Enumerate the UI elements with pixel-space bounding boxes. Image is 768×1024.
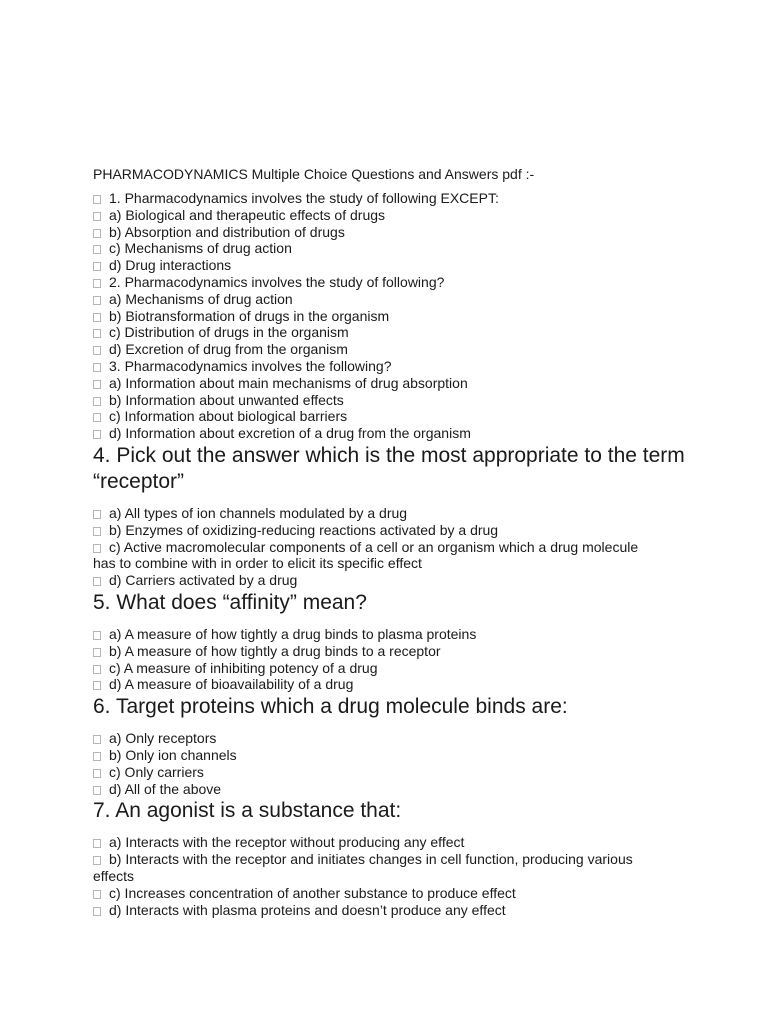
- list-item: b) Interacts with the receptor and initiates changes in cell function, producing various effects: [93, 851, 633, 884]
- list-item: a) Interacts with the receptor without producing any effect: [93, 834, 713, 851]
- checkbox-bullet-icon: [93, 346, 101, 355]
- checkbox-bullet-icon: [93, 631, 101, 640]
- question-4-options: [93, 505, 713, 589]
- question-6-heading: 6. Target proteins which a drug molecule binds are:: [93, 695, 568, 719]
- document-page: [93, 164, 713, 918]
- list-item: 1. Pharmacodynamics involves the study of following EXCEPT:: [93, 190, 713, 207]
- checkbox-bullet-icon: [93, 229, 101, 238]
- list-item: a) Information about main mechanisms of drug absorption: [93, 375, 713, 392]
- question-5-heading: 5. What does “affinity” mean?: [93, 590, 367, 614]
- list-item: c) Information about biological barriers: [93, 408, 713, 425]
- list-item: c) Distribution of drugs in the organism: [93, 324, 713, 341]
- list-item: a) Mechanisms of drug action: [93, 291, 713, 308]
- checkbox-bullet-icon: [93, 839, 101, 848]
- list-item: b) Information about unwanted effects: [93, 392, 713, 409]
- list-item: 2. Pharmacodynamics involves the study of following?: [93, 274, 713, 291]
- list-item: c) Mechanisms of drug action: [93, 240, 713, 257]
- question-7-options: [93, 834, 713, 918]
- checkbox-bullet-icon: [93, 907, 101, 916]
- list-item: d) A measure of bioavailability of a drug: [93, 676, 713, 693]
- checkbox-bullet-icon: [93, 413, 101, 422]
- list-item: d) Interacts with plasma proteins and doesn’t produce any effect: [93, 902, 713, 919]
- list-item: c) A measure of inhibiting potency of a drug: [93, 660, 713, 677]
- list-item: d) Excretion of drug from the organism: [93, 341, 713, 358]
- questions-1-3: [93, 190, 713, 442]
- checkbox-bullet-icon: [93, 665, 101, 674]
- list-item: d) Drug interactions: [93, 257, 713, 274]
- checkbox-bullet-icon: [93, 752, 101, 761]
- checkbox-bullet-icon: [93, 735, 101, 744]
- list-item: a) All types of ion channels modulated by a drug: [93, 505, 713, 522]
- checkbox-bullet-icon: [93, 329, 101, 338]
- checkbox-bullet-icon: [93, 397, 101, 406]
- list-item: d) Carriers activated by a drug: [93, 572, 713, 589]
- list-item: a) A measure of how tightly a drug binds to plasma proteins: [93, 626, 713, 643]
- question-4-heading: 4. Pick out the answer which is the most appropriate to the term “receptor”: [93, 443, 685, 493]
- list-item: b) Biotransformation of drugs in the organism: [93, 308, 713, 325]
- document-title: PHARMACODYNAMICS Multiple Choice Questions and Answers pdf :-: [93, 166, 535, 182]
- list-item: d) All of the above: [93, 781, 713, 798]
- list-item: a) Biological and therapeutic effects of drugs: [93, 207, 713, 224]
- list-item: d) Information about excretion of a drug from the organism: [93, 425, 713, 442]
- checkbox-bullet-icon: [93, 527, 101, 536]
- list-item: 3. Pharmacodynamics involves the following?: [93, 358, 713, 375]
- checkbox-bullet-icon: [93, 769, 101, 778]
- list-item: a) Only receptors: [93, 730, 713, 747]
- checkbox-bullet-icon: [93, 296, 101, 305]
- list-item: b) Enzymes of oxidizing-reducing reactions activated by a drug: [93, 522, 713, 539]
- checkbox-bullet-icon: [93, 195, 101, 204]
- question-6-options: [93, 730, 713, 797]
- question-5-options: [93, 626, 713, 693]
- list-item: b) Only ion channels: [93, 747, 713, 764]
- list-item: b) A measure of how tightly a drug binds to a receptor: [93, 643, 713, 660]
- checkbox-bullet-icon: [93, 890, 101, 899]
- checkbox-bullet-icon: [93, 577, 101, 586]
- checkbox-bullet-icon: [93, 544, 101, 553]
- checkbox-bullet-icon: [93, 313, 101, 322]
- list-item: c) Increases concentration of another substance to produce effect: [93, 885, 713, 902]
- checkbox-bullet-icon: [93, 510, 101, 519]
- checkbox-bullet-icon: [93, 212, 101, 221]
- checkbox-bullet-icon: [93, 363, 101, 372]
- question-7-heading: 7. An agonist is a substance that:: [93, 799, 402, 823]
- checkbox-bullet-icon: [93, 430, 101, 439]
- list-item: c) Only carriers: [93, 764, 713, 781]
- checkbox-bullet-icon: [93, 648, 101, 657]
- checkbox-bullet-icon: [93, 681, 101, 690]
- checkbox-bullet-icon: [93, 262, 101, 271]
- checkbox-bullet-icon: [93, 245, 101, 254]
- checkbox-bullet-icon: [93, 856, 101, 865]
- checkbox-bullet-icon: [93, 786, 101, 795]
- list-item: b) Absorption and distribution of drugs: [93, 224, 713, 241]
- list-item: c) Active macromolecular components of a cell or an organism which a drug molecule has to combine with in order to elicit its specific effect: [93, 538, 639, 572]
- checkbox-bullet-icon: [93, 279, 101, 288]
- checkbox-bullet-icon: [93, 380, 101, 389]
